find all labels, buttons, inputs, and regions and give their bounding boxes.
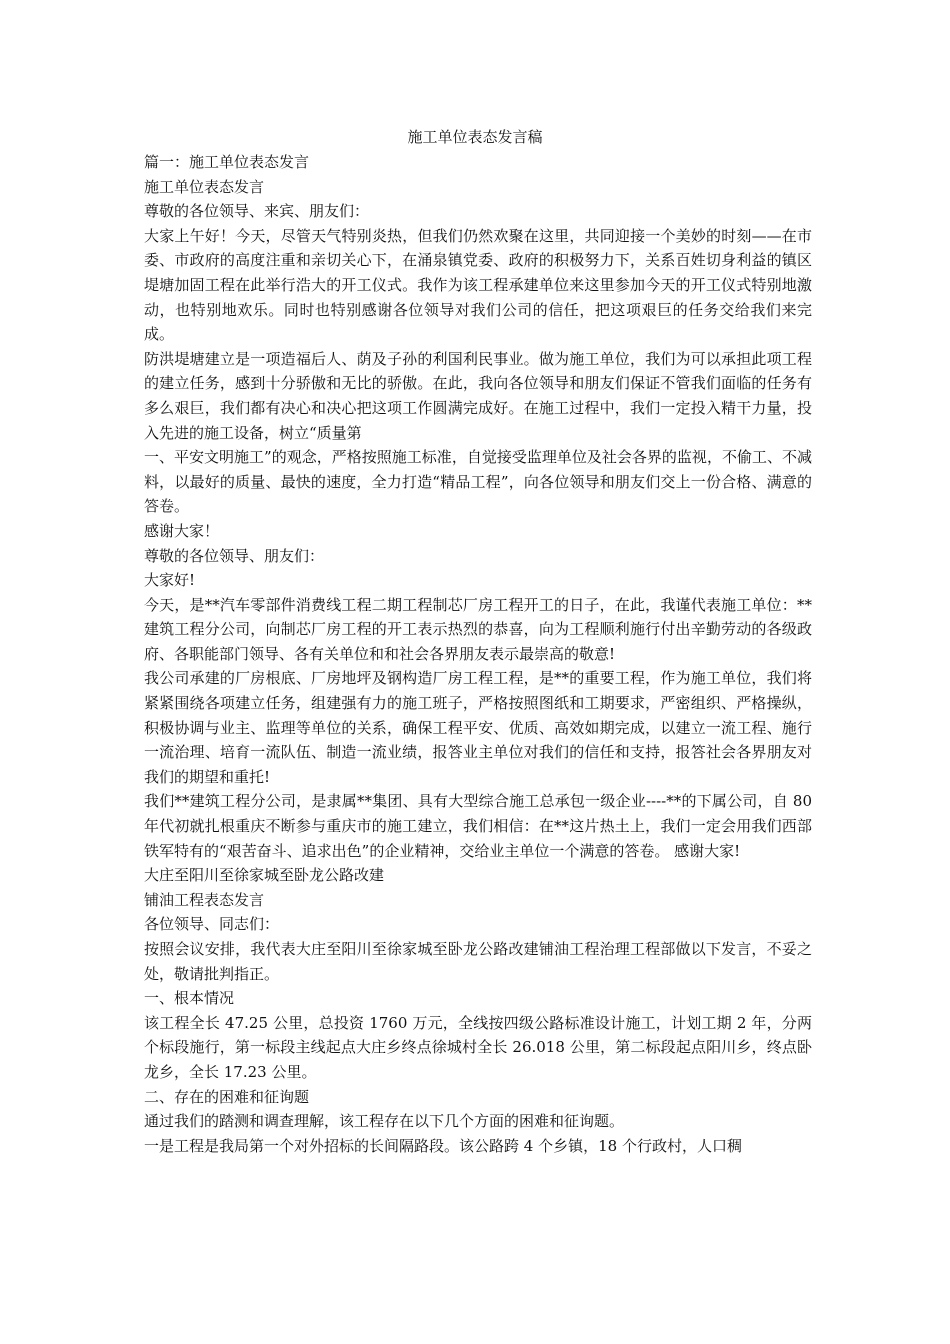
paragraph: 一、平安文明施工”的观念，严格按照施工标准，自觉接受监理单位及社会各界的监视，不偷工、不减料，以最好的质量、最快的速度，全力打造“精品工程”，向各位领导和朋友们交上一份合格、满意的答卷。 — [144, 448, 812, 516]
paragraph: 该工程全长 47.25 公里，总投资 1760 万元，全线按四级公路标准设计施工，计划工期 2 年，分两个标段施行，第一标段主线起点大庄乡终点徐城村全长 26.018 公里，第二标段起点阳川乡，终点卧龙乡，全长 17.23 公里。 — [144, 1013, 812, 1081]
paragraph: 大家好! — [144, 571, 196, 590]
document-title: 施工单位表态发言稿 — [407, 128, 543, 146]
paragraph: 通过我们的踏测和调查理解，该工程存在以下几个方面的困难和征询题。 — [144, 1112, 625, 1131]
paragraph: 大家上午好！今天，尽管天气特别炎热，但我们仍然欢聚在这里，共同迎接一个美妙的时刻——在市委、市政府的高度注重和亲切关心下，在涌泉镇党委、政府的积极努力下，关系百姓切身利益的镇区堤塘加固工程在此举行浩大的开工仪式。我作为该工程承建单位来这里参加今天的开工仪式特别地激动，也特别地欢乐。同时也特别感谢各位领导对我们公司的信任，把这项艰巨的任务交给我们来完成。 — [144, 226, 812, 344]
paragraph: 一、根本情况 — [144, 989, 235, 1008]
paragraph: 尊敬的各位领导、来宾、朋友们： — [144, 202, 370, 221]
paragraph: 一是工程是我局第一个对外招标的长间隔路段。该公路跨 4 个乡镇，18 个行政村，人口稠 — [144, 1136, 742, 1155]
paragraph: 篇一：施工单位表态发言 — [144, 153, 310, 171]
paragraph: 防洪堤塘建立是一项造福后人、荫及子孙的利国利民事业。做为施工单位，我们为可以承担此项工程的建立任务，感到十分骄傲和无比的骄傲。在此，我向各位领导和朋友们保证不管我们面临的任务有多么艰巨，我们都有决心和决心把这项工作圆满完成好。在施工过程中，我们一定投入精干力量，投入先进的施工设备，树立“质量第 — [144, 349, 812, 442]
paragraph: 今天，是**汽车零部件消费线工程二期工程制芯厂房工程开工的日子，在此，我谨代表施工单位：**建筑工程分公司，向制芯厂房工程的开工表示热烈的恭喜，向为工程顺利施行付出辛勤劳动的各级政府、各职能部门领导、各有关单位和和社会各界朋友表示最崇高的敬意! — [144, 595, 812, 663]
paragraph: 尊敬的各位领导、朋友们： — [144, 546, 325, 565]
paragraph: 感谢大家！ — [144, 521, 220, 540]
paragraph: 铺油工程表态发言 — [144, 890, 265, 909]
paragraph: 二、存在的困难和征询题 — [144, 1087, 310, 1106]
paragraph: 施工单位表态发言 — [144, 177, 265, 196]
paragraph: 按照会议安排，我代表大庄至阳川至徐家城至卧龙公路改建铺油工程治理工程部做以下发言，不妥之处，敬请批判指正。 — [144, 940, 812, 983]
document-body — [144, 150, 812, 1158]
paragraph: 我们**建筑工程分公司，是隶属**集团、具有大型综合施工总承包一级企业----**的下属公司，自 80 年代初就扎根重庆不断参与重庆市的施工建立，我们相信：在**这片热土上，我们一定会用我们西部铁军特有的“艰苦奋斗、追求出色”的企业精神，交给业主单位一个满意的答卷。 感谢大家! — [144, 792, 812, 860]
paragraph: 各位领导、同志们： — [144, 915, 280, 934]
paragraph: 我公司承建的厂房根底、厂房地坪及钢构造厂房工程工程，是**的重要工程，作为施工单位，我们将紧紧围绕各项建立任务，组建强有力的施工班子，严格按照图纸和工期要求，严密组织、严格操纵，积极协调与业主、监理等单位的关系，确保工程平安、优质、高效如期完成，以建立一流工程、施行一流治理、培育一流队伍、制造一流业绩，报答业主单位对我们的信任和支持，报答社会各界朋友对我们的期望和重托! — [144, 669, 812, 786]
paragraph: 大庄至阳川至徐家城至卧龙公路改建 — [144, 866, 385, 885]
